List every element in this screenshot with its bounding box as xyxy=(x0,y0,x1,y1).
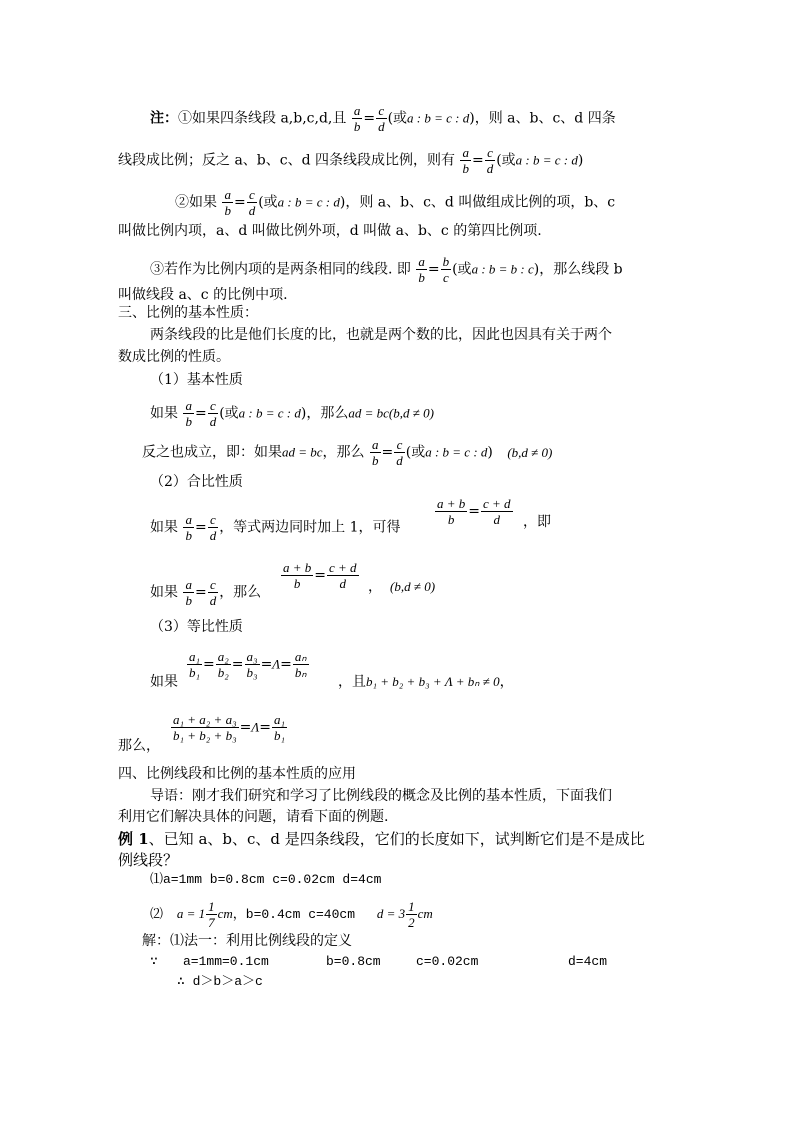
fraction-c-over-d: $\frac{c}{d}$ xyxy=(396,437,403,468)
example-line-2: 例线段？ xyxy=(118,851,179,869)
formula-ratio: a : b = b : c xyxy=(471,261,534,277)
fraction-a-over-b: $\frac{a}{b}$ xyxy=(462,145,469,176)
fraction-c-over-d: $\frac{c}{d}$ xyxy=(209,398,217,429)
fraction-a-over-b: $\frac{a}{b}$ xyxy=(372,437,379,468)
fraction-c-over-d: $\frac{c}{d}$ xyxy=(378,103,385,134)
guide-line-1: 导语：刚才我们研究和学习了比例线段的概念及比例的基本性质，下面我们 xyxy=(150,788,612,804)
compound-property-line-1-end: ，即 xyxy=(523,514,551,530)
formula-ratio: a : b = c : d xyxy=(407,110,470,126)
fraction-c-over-d: $\frac{c}{d}$ xyxy=(209,512,217,543)
compound-fraction-2: $\frac{a + b}{b}$ = $\frac{c + d}{d}$ xyxy=(283,560,357,591)
fraction-c-over-d: $\frac{c}{d}$ xyxy=(209,577,217,608)
formula-ratio: a : b = c : d xyxy=(277,194,340,210)
note-line-6: 叫做线段 a、c 的比例中项. xyxy=(118,287,288,303)
equal-ratio-line-1-end: ，且b₁ + b₂ + b₃ + Λ + bₙ ≠ 0， xyxy=(338,674,514,690)
compound-property-line-2: 如果 $\frac{a}{b}$ = $\frac{c}{d}$ ，那么 xyxy=(150,577,262,608)
note-line-4: 叫做比例内项，a、d 叫做比例外项，d 叫做 a、b、c 的第四比例项. xyxy=(118,223,542,239)
fraction-a-plus-b-over-b: $\frac{a + b}{b}$ xyxy=(437,496,466,527)
basic-property-line-1: 如果 $\frac{a}{b}$ = $\frac{c}{d}$ (或a : b = c : d)，那么ad = bc(b,d ≠ 0) xyxy=(150,398,434,429)
fraction-c-plus-d-over-d: $\frac{c + d}{d}$ xyxy=(329,560,357,591)
compound-property-line-2-end: ， (b,d ≠ 0) xyxy=(368,579,436,595)
note-line-3: ②如果 $\frac{a}{b}$ = $\frac{c}{d}$ (或a : b = c : d)，则 a、b、c、d 叫做组成比例的项，b、c xyxy=(175,187,616,218)
because-symbol: ∵ xyxy=(150,954,158,969)
solution-heading: 解：⑴法一：利用比例线段的定义 xyxy=(142,933,352,949)
note-line-2: 线段成比例；反之 a、b、c、d 四条线段成比例，则有 $\frac{a}{b}$ = $\frac{c}{d}$ (或a : b = c : d) xyxy=(118,145,584,176)
note-line-5: ③若作为比例内项的是两条相同的线段. 即 $\frac{a}{b}$ = $\frac{b}{c}$ (或a : b = b : c)，那么线段 b xyxy=(150,254,623,285)
example-item-1: ⑴a=1mm b=0.8cm c=0.02cm d=4cm xyxy=(150,872,382,887)
condition-bd: (b,d ≠ 0) xyxy=(507,444,553,460)
fraction-a-over-b: $\frac{a}{b}$ xyxy=(353,103,361,134)
fraction-a-plus-b-over-b: $\frac{a + b}{b}$ xyxy=(283,560,312,591)
basic-property-line-2: 反之也成立，即：如果ad = bc，那么 $\frac{a}{b}$ = $\frac{c}{d}$ (或a : b = c : d) (b,d ≠ 0) xyxy=(142,437,553,468)
compound-fraction-1: $\frac{a + b}{b}$ = $\frac{c + d}{d}$ xyxy=(437,496,511,527)
basic-property-heading: （1）基本性质 xyxy=(150,372,243,388)
compound-property-line-1: 如果 $\frac{a}{b}$ = $\frac{c}{d}$ ，等式两边同时加上 1，可得 xyxy=(150,512,401,543)
note-text: ①如果四条线段 a,b,c,d,且 xyxy=(178,110,347,127)
guide-line-2: 利用它们解决具体的问题，请看下面的例题. xyxy=(118,809,389,825)
because-line: ∵ a=1mm=0.1cm b=0.8cm c=0.02cm d=4cm xyxy=(150,954,608,969)
sum-condition: b₁ + b₂ + b₃ + Λ + bₙ ≠ 0 xyxy=(366,674,500,689)
therefore-line: ∴ d＞b＞a＞c xyxy=(177,974,263,989)
note-line-1: 注：①如果四条线段 a,b,c,d,且 $\frac{a}{b}$ = $\frac{c}{d}$ (或a : b = c : d)，则 a、b、c、d 四条 xyxy=(150,103,616,134)
equal-ratio-line-1-label: 如果 xyxy=(150,674,178,690)
formula-ratio: a : b = c : d xyxy=(515,152,578,168)
section-3-heading: 三、比例的基本性质： xyxy=(118,305,258,321)
section-3-intro-1: 两条线段的比是他们长度的比，也就是两个数的比，因此也因具有关于两个 xyxy=(150,327,612,343)
fraction-b-over-c: $\frac{b}{c}$ xyxy=(442,254,450,285)
fraction-a-over-b: $\frac{a}{b}$ xyxy=(185,398,192,429)
equal-ratio-result: $\frac{\text{a₁ + a₂ + a₃}}{\text{b₁ + b₂ + b₃}}$ =Λ= $\frac{\text{a₁}}{\text{b₁}}$ xyxy=(173,712,285,743)
fraction-a-over-b: $\frac{a}{b}$ xyxy=(418,254,425,285)
equal-ratio-formula: $\frac{\text{a₁}}{\text{b₁}}$ = $\frac{\text{a₂}}{\text{b₂}}$ = $\frac{\text{a₃}}{\text{b₃}}$ =Λ= $\frac{\text{aₙ}}{\text{bₙ}}$ xyxy=(189,649,307,680)
compound-property-heading: （2）合比性质 xyxy=(150,474,243,490)
section-3-intro-2: 数成比例的性质。 xyxy=(118,349,230,365)
fraction-c-over-d: $\frac{c}{d}$ xyxy=(248,187,256,218)
fraction-a-over-b: $\frac{a}{b}$ xyxy=(185,577,192,608)
fraction-c-plus-d-over-d: $\frac{c + d}{d}$ xyxy=(483,496,511,527)
fraction-a-over-b: $\frac{a}{b}$ xyxy=(185,512,192,543)
example-line-1: 例 1、已知 a、b、c、d 是四条线段，它们的长度如下，试判断它们是不是成比 xyxy=(118,830,645,848)
section-4-heading: 四、比例线段和比例的基本性质的应用 xyxy=(118,766,356,782)
example-item-2: ⑵ a = 1 $\frac{1}{7}$ cm，b=0.4cm c=40cm d = 3 $\frac{1}{2}$ cm xyxy=(150,899,433,930)
formula-ad-bc: ad = bc(b,d ≠ 0) xyxy=(348,405,434,421)
example-label: 例 1 xyxy=(118,830,149,848)
equal-ratio-heading: （3）等比性质 xyxy=(150,619,243,635)
fraction-a-over-b: $\frac{a}{b}$ xyxy=(224,187,231,218)
note-label: 注： xyxy=(150,110,178,127)
note-text: 线段成比例；反之 a、b、c、d 四条线段成比例，则有 xyxy=(118,152,456,169)
equal-ratio-line-2-label: 那么， xyxy=(118,738,160,754)
fraction-c-over-d: $\frac{c}{d}$ xyxy=(486,145,494,176)
